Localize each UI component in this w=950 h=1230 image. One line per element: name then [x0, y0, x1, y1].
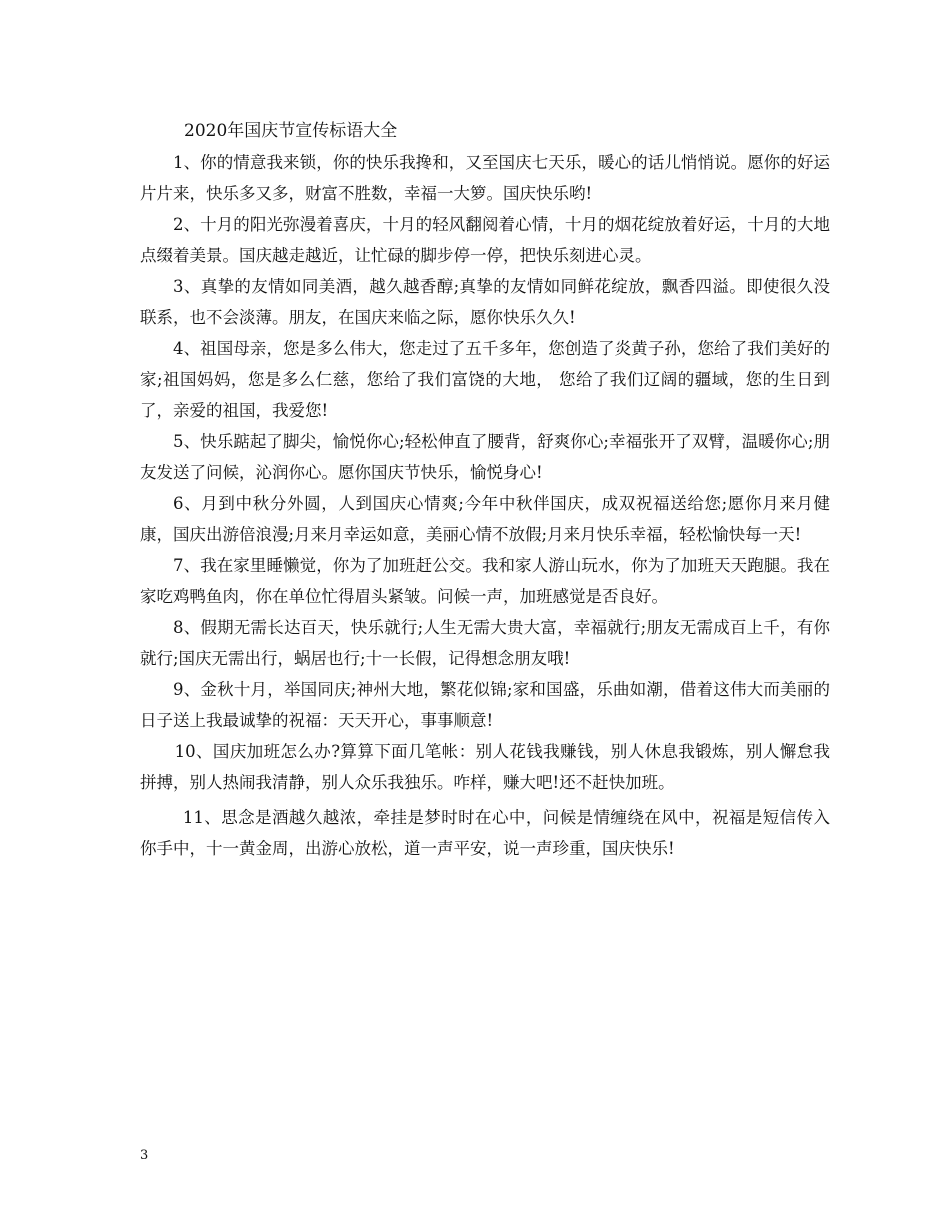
paragraph-3: 3、真挚的友情如同美酒，越久越香醇;真挚的友情如同鲜花绽放，飘香四溢。即使很久没联系，也不会淡薄。朋友，在国庆来临之际，愿你快乐久久! — [140, 277, 830, 327]
paragraph-8: 8、假期无需长达百天，快乐就行;人生无需大贵大富，幸福就行;朋友无需成百上千，有你就行;国庆无需出行，蜗居也行;十一长假，记得想念朋友哦! — [140, 618, 830, 668]
document-title: 2020年国庆节宣传标语大全 — [184, 121, 398, 141]
paragraph-7: 7、我在家里睡懒觉，你为了加班赶公交。我和家人游山玩水，你为了加班天天跑腿。我在家吃鸡鸭鱼肉，你在单位忙得眉头紧皱。问候一声，加班感觉是否良好。 — [140, 556, 830, 606]
paragraph-10: 10、国庆加班怎么办?算算下面几笔帐：别人花钱我赚钱，别人休息我锻炼，别人懈怠我拼搏，别人热闹我清静，别人众乐我独乐。咋样，赚大吧!还不赶快加班。 — [140, 742, 830, 792]
paragraph-5: 5、快乐踮起了脚尖，愉悦你心;轻松伸直了腰背，舒爽你心;幸福张开了双臂，温暖你心;朋友发送了问候，沁润你心。愿你国庆节快乐，愉悦身心! — [140, 432, 830, 482]
paragraph-1: 1、你的情意我来锁，你的快乐我搀和，又至国庆七天乐，暖心的话儿悄悄说。愿你的好运片片来，快乐多又多，财富不胜数，幸福一大箩。国庆快乐哟! — [140, 153, 830, 203]
paragraph-11: 11、思念是酒越久越浓，牵挂是梦时时在心中，问候是情缠绕在风中，祝福是短信传入你手中，十一黄金周，出游心放松，道一声平安，说一声珍重，国庆快乐! — [140, 808, 830, 858]
paragraph-6: 6、月到中秋分外圆，人到国庆心情爽;今年中秋伴国庆，成双祝福送给您;愿你月来月健康，国庆出游倍浪漫;月来月幸运如意，美丽心情不放假;月来月快乐幸福，轻松愉快每一天! — [140, 494, 830, 544]
paragraph-4: 4、祖国母亲，您是多么伟大，您走过了五千多年，您创造了炎黄子孙，您给了我们美好的家;祖国妈妈，您是多么仁慈，您给了我们富饶的大地， 您给了我们辽阔的疆域，您的生日到了，亲爱的祖国，我爱您! — [140, 339, 830, 420]
paragraph-9: 9、金秋十月，举国同庆;神州大地，繁花似锦;家和国盛，乐曲如潮，借着这伟大而美丽的日子送上我最诚挚的祝福：天天开心，事事顺意! — [140, 680, 830, 730]
document-body — [140, 147, 830, 864]
paragraph-2: 2、十月的阳光弥漫着喜庆，十月的轻风翻阅着心情，十月的烟花绽放着好运，十月的大地点缀着美景。国庆越走越近，让忙碌的脚步停一停，把快乐刻进心灵。 — [140, 215, 830, 265]
page-number: 3 — [140, 1148, 149, 1163]
